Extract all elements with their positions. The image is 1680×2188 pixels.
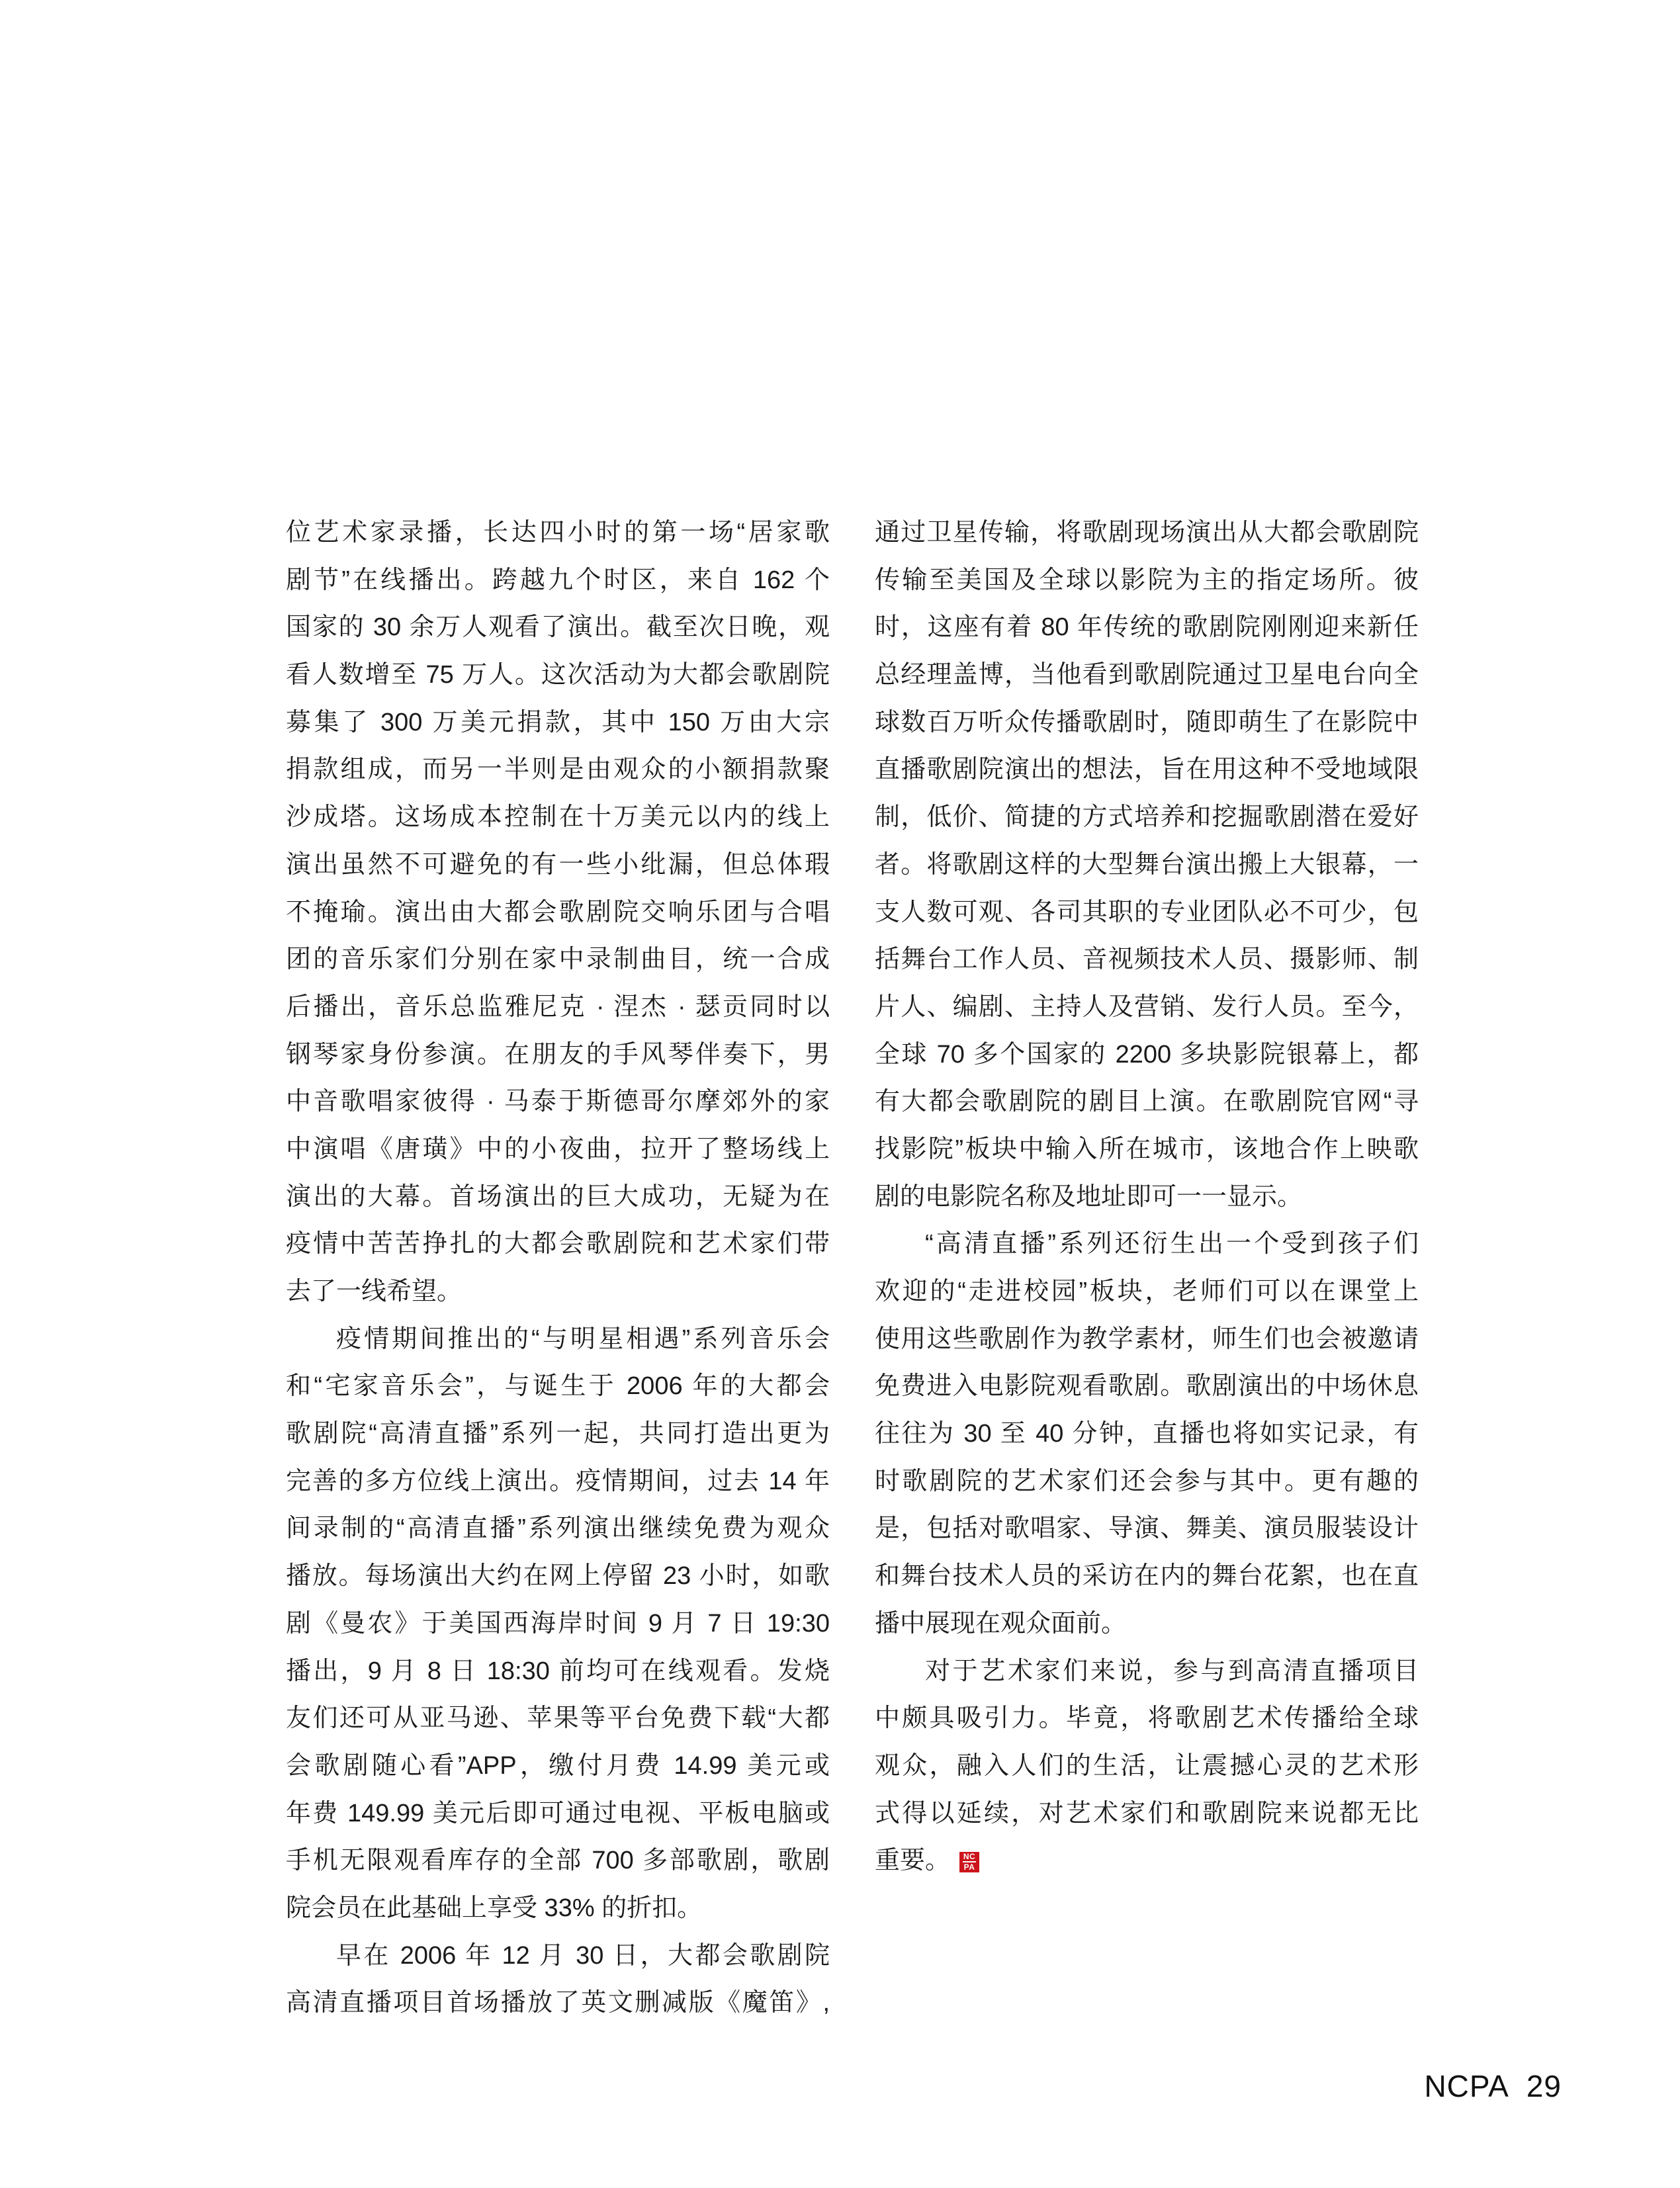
text-column-left bbox=[286, 509, 830, 2027]
ncpa-seal-top-text: NC bbox=[963, 1852, 976, 1862]
text-line: 直播歌剧院演出的想法，旨在用这种不受地域限 bbox=[875, 756, 1419, 784]
text-line: 疫情期间推出的“与明星相遇”系列音乐会 bbox=[336, 1325, 830, 1353]
text-line: 间录制的“高清直播”系列演出继续免费为观众 bbox=[286, 1514, 830, 1543]
text-line: 捐款组成，而另一半则是由观众的小额捐款聚 bbox=[286, 756, 830, 784]
text-line: 钢琴家身份参演。在朋友的手风琴伴奏下，男 bbox=[286, 1040, 830, 1069]
text-line: 中音歌唱家彼得 · 马泰于斯德哥尔摩郊外的家 bbox=[286, 1088, 830, 1116]
text-line: 去了一线希望。 bbox=[286, 1278, 463, 1305]
text-line: 播出，9 月 8 日 18:30 前均可在线观看。发烧 bbox=[286, 1657, 830, 1685]
text-line: 对于艺术家们来说，参与到高清直播项目 bbox=[925, 1657, 1419, 1685]
text-line: 沙成塔。这场成本控制在十万美元以内的线上 bbox=[286, 803, 830, 832]
text-line: 中颇具吸引力。毕竟，将歌剧艺术传播给全球 bbox=[875, 1704, 1419, 1733]
text-line: 不掩瑜。演出由大都会歌剧院交响乐团与合唱 bbox=[286, 898, 830, 926]
text-line: 后播出，音乐总监雅尼克 · 涅杰 · 瑟贡同时以 bbox=[286, 992, 830, 1021]
ncpa-seal-icon bbox=[959, 1852, 979, 1872]
text-line: 募集了 300 万美元捐款，其中 150 万由大宗 bbox=[286, 708, 830, 736]
text-line: 通过卫星传输，将歌剧现场演出从大都会歌剧院 bbox=[875, 519, 1419, 547]
footer-page-number: 29 bbox=[1526, 2069, 1562, 2103]
text-line: 院会员在此基础上享受 33% 的折扣。 bbox=[286, 1894, 703, 1922]
text-line: 早在 2006 年 12 月 30 日，大都会歌剧院 bbox=[336, 1941, 830, 1970]
text-line: 和“宅家音乐会”，与诞生于 2006 年的大都会 bbox=[286, 1372, 830, 1401]
text-line: 友们还可从亚马逊、苹果等平台免费下载“大都 bbox=[286, 1704, 830, 1733]
text-line: 演出虽然不可避免的有一些小纰漏，但总体瑕 bbox=[286, 850, 830, 879]
text-line: 观众，融入人们的生活，让震撼心灵的艺术形 bbox=[875, 1751, 1419, 1780]
text-line: 会歌剧随心看”APP，缴付月费 14.99 美元或 bbox=[286, 1751, 830, 1780]
text-line: 播放。每场演出大约在网上停留 23 小时，如歌 bbox=[286, 1562, 830, 1591]
text-line: 和舞台技术人员的采访在内的舞台花絮，也在直 bbox=[875, 1562, 1419, 1591]
text-line: 时歌剧院的艺术家们还会参与其中。更有趣的 bbox=[875, 1467, 1419, 1495]
text-line: 全球 70 多个国家的 2200 多块影院银幕上，都 bbox=[875, 1040, 1419, 1069]
text-line: 使用这些歌剧作为教学素材，师生们也会被邀请 bbox=[875, 1325, 1419, 1353]
text-line: 括舞台工作人员、音视频技术人员、摄影师、制 bbox=[875, 945, 1419, 974]
text-line: 有大都会歌剧院的剧目上演。在歌剧院官网“寻 bbox=[875, 1088, 1419, 1116]
text-line: 球数百万听众传播歌剧时，随即萌生了在影院中 bbox=[875, 708, 1419, 736]
text-line: 找影院”板块中输入所在城市，该地合作上映歌 bbox=[875, 1135, 1419, 1163]
footer-brand: NCPA bbox=[1424, 2069, 1509, 2103]
text-line: 剧《曼农》于美国西海岸时间 9 月 7 日 19:30 bbox=[286, 1609, 830, 1638]
text-line: 式得以延续，对艺术家们和歌剧院来说都无比 bbox=[875, 1799, 1419, 1827]
text-line: 是，包括对歌唱家、导演、舞美、演员服装设计 bbox=[875, 1514, 1419, 1543]
text-line: 疫情中苦苦挣扎的大都会歌剧院和艺术家们带 bbox=[286, 1230, 830, 1258]
text-line: 支人数可观、各司其职的专业团队必不可少，包 bbox=[875, 898, 1419, 926]
text-line: 歌剧院“高清直播”系列一起，共同打造出更为 bbox=[286, 1420, 830, 1448]
text-line: 剧的电影院名称及地址即可一一显示。 bbox=[875, 1182, 1303, 1211]
text-line: 欢迎的“走进校园”板块，老师们可以在课堂上 bbox=[875, 1278, 1419, 1305]
page-footer bbox=[1424, 2071, 1562, 2101]
text-line: 时，这座有着 80 年传统的歌剧院刚刚迎来新任 bbox=[875, 613, 1419, 642]
text-line: 位艺术家录播，长达四小时的第一场“居家歌 bbox=[286, 519, 830, 547]
text-line: 中演唱《唐璜》中的小夜曲，拉开了整场线上 bbox=[286, 1135, 830, 1163]
text-line: 往往为 30 至 40 分钟，直播也将如实记录，有 bbox=[875, 1420, 1419, 1448]
ncpa-seal-bottom-text: PA bbox=[963, 1862, 975, 1872]
text-line: 者。将歌剧这样的大型舞台演出搬上大银幕，一 bbox=[875, 850, 1419, 879]
text-line: 剧节”在线播出。跨越九个时区，来自 162 个 bbox=[286, 566, 830, 594]
text-line: 重要。 $\frac{NC}{PA}$ bbox=[875, 1837, 1419, 1885]
text-line: 看人数增至 75 万人。这次活动为大都会歌剧院 bbox=[286, 661, 830, 689]
text-line: 团的音乐家们分别在家中录制曲目，统一合成 bbox=[286, 945, 830, 974]
text-line: 国家的 30 余万人观看了演出。截至次日晚，观 bbox=[286, 613, 830, 642]
text-line: 制，低价、简捷的方式培养和挖掘歌剧潜在爱好 bbox=[875, 803, 1419, 832]
text-line: “高清直播”系列还衍生出一个受到孩子们 bbox=[925, 1230, 1419, 1258]
text-line: 免费进入电影院观看歌剧。歌剧演出的中场休息 bbox=[875, 1372, 1419, 1401]
text-line: 传输至美国及全球以影院为主的指定场所。彼 bbox=[875, 566, 1419, 594]
text-line: 高清直播项目首场播放了英文删减版《魔笛》, bbox=[286, 1989, 830, 2017]
text-line: 总经理盖博，当他看到歌剧院通过卫星电台向全 bbox=[875, 661, 1419, 689]
text-line: 播中展现在观众面前。 bbox=[875, 1609, 1127, 1638]
text-line: 手机无限观看库存的全部 700 多部歌剧，歌剧 bbox=[286, 1847, 830, 1875]
text-line: 完善的多方位线上演出。疫情期间，过去 14 年 bbox=[286, 1467, 830, 1495]
text-line: 演出的大幕。首场演出的巨大成功，无疑为在 bbox=[286, 1182, 830, 1211]
text-column-right bbox=[875, 509, 1419, 1885]
text-line: 年费 149.99 美元后即可通过电视、平板电脑或 bbox=[286, 1799, 830, 1827]
text-line: 片人、编剧、主持人及营销、发行人员。至今， bbox=[875, 992, 1419, 1021]
